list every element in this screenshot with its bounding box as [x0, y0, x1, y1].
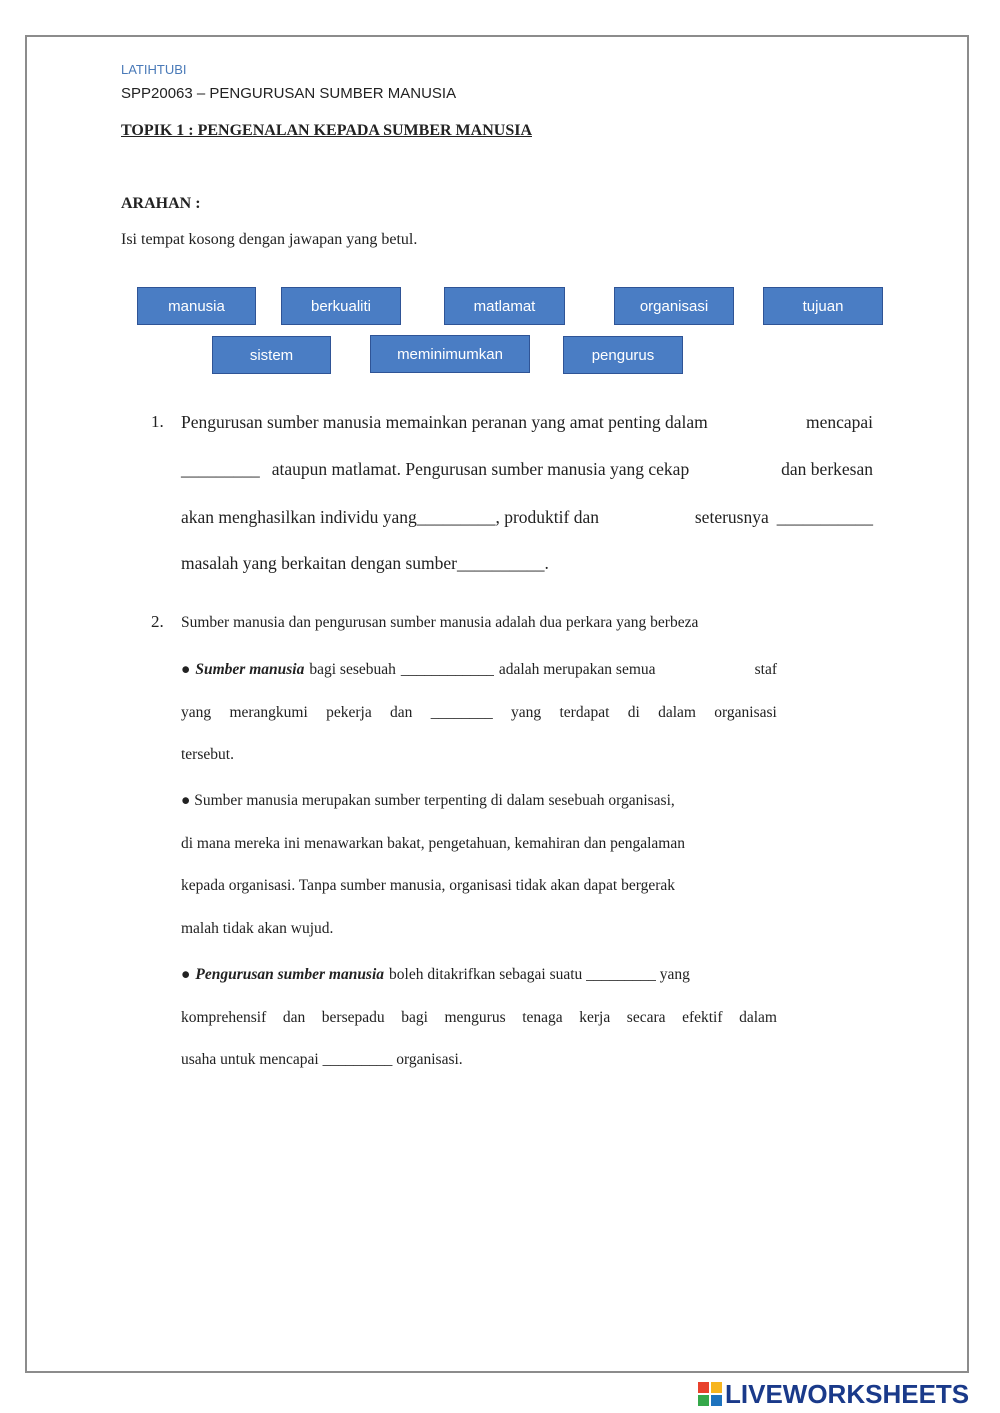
bullet-text: staf: [754, 661, 777, 678]
word-bank-item-sistem[interactable]: sistem: [212, 336, 331, 374]
bullet-text: adalah merupakan semua: [498, 661, 656, 678]
word-bank-item-manusia[interactable]: manusia: [137, 287, 256, 325]
word-bank-item-matlamat[interactable]: matlamat: [444, 287, 565, 325]
q1-text: Pengurusan sumber manusia memainkan peranan yang amat penting dalam: [181, 412, 708, 432]
word: dalam: [739, 1009, 777, 1026]
bullet-icon: ●: [181, 966, 191, 983]
word: pekerja: [326, 704, 372, 721]
bullet-2-line-1: ● Sumber manusia merupakan sumber terpenting di dalam sesebuah organisasi,: [181, 792, 675, 809]
word: di: [627, 704, 640, 721]
q1-text: akan menghasilkan individu yang_________, produktif dan: [181, 507, 599, 527]
word: komprehensif: [181, 1009, 267, 1026]
q1-text: dan berkesan: [781, 459, 873, 479]
q1-text: seterusnya: [694, 507, 769, 527]
word: organisasi: [714, 704, 777, 721]
term-pengurusan-sumber-manusia: Pengurusan sumber manusia: [195, 966, 385, 983]
bullet-1-line-2: [181, 704, 777, 722]
course-title: SPP20063 – PENGURUSAN SUMBER MANUSIA: [121, 85, 457, 102]
q1-text: mencapai: [805, 412, 873, 432]
question-1-number: 1.: [151, 412, 164, 431]
instructions-heading: ARAHAN :: [121, 195, 201, 212]
bullet-1-line-1: [181, 661, 777, 679]
header-label: LATIHTUBI: [121, 62, 187, 77]
question-1-line-2: [181, 459, 873, 480]
word: kerja: [579, 1009, 611, 1026]
word: yang: [181, 704, 212, 721]
bullet-3-line-3: usaha untuk mencapai _________ organisasi.: [181, 1051, 463, 1068]
answer-blank[interactable]: ________: [430, 704, 493, 721]
word-bank-item-berkualiti[interactable]: berkualiti: [281, 287, 401, 325]
bullet-2-line-2: di mana mereka ini menawarkan bakat, pengetahuan, kemahiran dan pengalaman: [181, 835, 685, 852]
word-bank-item-tujuan[interactable]: tujuan: [763, 287, 883, 325]
bullet-text: boleh ditakrifkan sebagai suatu _________ yang: [389, 966, 690, 983]
liveworksheets-logo-icon: [698, 1382, 722, 1406]
word: bagi: [401, 1009, 428, 1026]
word: tenaga: [522, 1009, 563, 1026]
topic-title: TOPIK 1 : PENGENALAN KEPADA SUMBER MANUSIA: [121, 122, 532, 139]
word: dan: [390, 704, 413, 721]
word: yang: [511, 704, 542, 721]
bullet-1-line-3: tersebut.: [181, 746, 234, 763]
question-1-line-3: [181, 507, 873, 528]
word: efektif: [682, 1009, 723, 1026]
word: terdapat: [559, 704, 610, 721]
logo-text: LIVEWORKSHEETS: [725, 1378, 970, 1409]
answer-blank[interactable]: _________: [181, 459, 260, 479]
bullet-2-line-4: malah tidak akan wujud.: [181, 920, 334, 937]
word-bank-item-pengurus[interactable]: pengurus: [563, 336, 683, 374]
word: dan: [282, 1009, 306, 1026]
instructions-text: Isi tempat kosong dengan jawapan yang betul.: [121, 231, 418, 248]
term-sumber-manusia: Sumber manusia: [195, 661, 305, 678]
answer-blank[interactable]: ____________: [400, 661, 494, 678]
bullet-2-line-3: kepada organisasi. Tanpa sumber manusia, organisasi tidak akan dapat bergerak: [181, 877, 676, 894]
question-1-line-4: masalah yang berkaitan dengan sumber__________.: [181, 553, 549, 573]
bullet-text: bagi sesebuah: [309, 661, 396, 678]
question-1-line-1: [181, 412, 873, 433]
bullet-3-line-2: [181, 1009, 777, 1027]
word: merangkumi: [229, 704, 308, 721]
word: bersepadu: [321, 1009, 385, 1026]
word: secara: [626, 1009, 666, 1026]
bullet-icon: ●: [181, 661, 191, 678]
word-bank-item-organisasi[interactable]: organisasi: [614, 287, 734, 325]
word-bank-item-meminimumkan[interactable]: meminimumkan: [370, 335, 530, 373]
question-2-intro: Sumber manusia dan pengurusan sumber manusia adalah dua perkara yang berbeza: [181, 614, 699, 631]
liveworksheets-logo[interactable]: [698, 1380, 969, 1408]
answer-blank[interactable]: ___________: [776, 507, 873, 527]
word: mengurus: [444, 1009, 506, 1026]
bullet-3-line-1: [181, 966, 690, 984]
q1-text: ataupun matlamat. Pengurusan sumber manusia yang cekap: [271, 459, 690, 479]
word: dalam: [658, 704, 696, 721]
question-2-number: 2.: [151, 612, 164, 631]
